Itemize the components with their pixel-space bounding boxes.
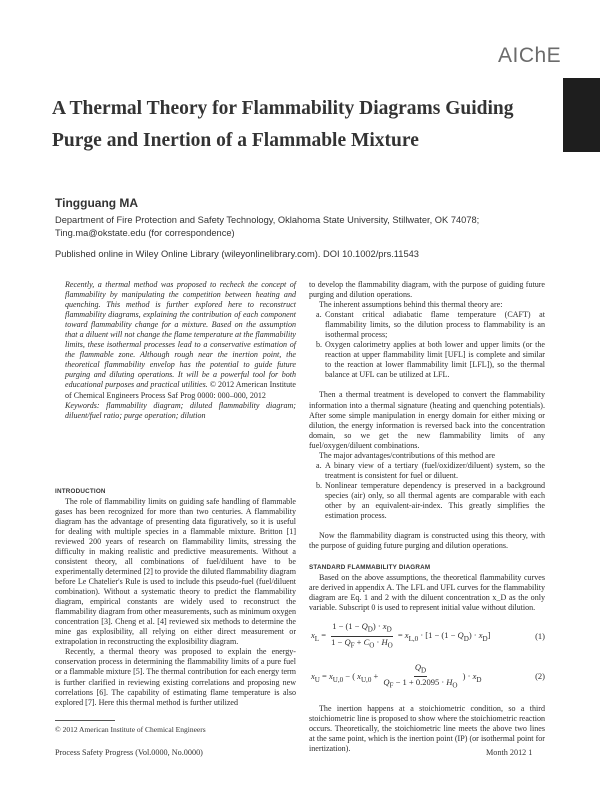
- equation-1-body: $x_L$ = $\frac{1 - (1 - Q_D) \cdot x_D}{1 - Q_F + C_O \cdot H_O}$ = $x_{L,0} \cdot [1 - (1 - Q_D) \cdot x_D]$: [311, 621, 491, 650]
- list-item: [309, 310, 545, 340]
- list-item-label: b.: [316, 480, 323, 490]
- footer-date-page: Month 2012 1: [486, 748, 533, 757]
- intro-heading: INTRODUCTION: [55, 487, 106, 495]
- list-item-text: A binary view of a tertiary (fuel/oxidizer/diluent) system, so the treatment is consistent for fuel or diluent.: [325, 460, 545, 480]
- abstract: [55, 280, 296, 401]
- right-paragraph-7: The inertion happens at a stoichiometric condition, so a third stoichiometric line is proposed to show where the stoichiometric reaction occurs. Theoretically, the stoichiometric line meets the above two lines at the same point, which is the inertion point (IP) (or isothermal point for inertization).: [309, 704, 545, 754]
- list-item-text: Oxygen calorimetry applies at both lower and upper limits (or the reaction at upper flammability limit [UFL] is complete and similar to the reaction at lower flammability limit [LFL]), so the thermal balance at UFL can be utilized at LFL.: [325, 340, 545, 380]
- side-tab-marker: [563, 78, 600, 152]
- footnote-rule: [55, 720, 115, 721]
- article-title: A Thermal Theory for Flammability Diagrams Guiding Purge and Inertion of a Flammable Mixture: [52, 98, 514, 151]
- right-paragraph-3: Then a thermal treatment is developed to convert the flammability information into a thermal signature (heating and quenching potentials). After some simple manipulation in energy domain for either mixing or dilution, the energy information is reversed back into the concentration domain, so we get the new flammability limits of any fuel/oxygen/diluent combinations.: [309, 390, 545, 450]
- list-item: [309, 340, 545, 380]
- abstract-copyright: © 2012 American Institute of Chemical Engineers Process Saf Prog 0000: 000–000, 2012: [65, 380, 296, 400]
- list-item-text: Nonlinear temperature dependency is preserved in a background species (air) only, so all thermal agents are comparable with each other by an equivalent-air-index. This greatly simplifies the estimation process.: [325, 480, 545, 521]
- equation-1: [309, 621, 545, 651]
- right-paragraph-2: The inherent assumptions behind this thermal theory are:: [319, 300, 503, 310]
- right-paragraph-4: The major advantages/contributions of this method are: [319, 450, 496, 460]
- equation-2-body: $x_U = x_{U,0}$ − ( $x_{U,0}$ + $\frac{Q_D}{Q_F - 1 + 0.2095 \cdot H_O}$ ) · $x_D$: [311, 661, 482, 691]
- intro-paragraph-1: The role of flammability limits on guiding safe handling of flammable gases has been recognized for more than two centuries. A flammability diagram has the advantage of presenting data figuratively, so it is useful for dealing with multiple species in a flammable mixture. Britton [1] reviewed 200 years of research on flammability limits, stressing the difficulty in making realistic and predictive measurements. Without a consistent theory, all combinations of fuel/diluent have to be experimentally determined [2] to provide the diluted flammability diagram before Le Chatelier's Rule is used to include this pseudo-fuel (fuel/diluent combination). Without a systematic theory to predict the flammability diagram, empirical constants are widely used to reconstruct the flammability diagram from other measurements, such as minimum oxygen concentration [3]. Cheng et al. [4] reviewed six methods to determine the mine gas explosibility, all relying on either direct measurement or extrapolation in reconstructing the explosibility diagram.: [55, 496, 296, 647]
- list-item-label: a.: [316, 460, 322, 470]
- left-column: [55, 280, 296, 708]
- list-item-label: b.: [316, 340, 323, 350]
- list-item: [309, 481, 545, 521]
- publication-info: Published online in Wiley Online Library (wileyonlinelibrary.com). DOI 10.1002/prs.11543: [55, 249, 419, 259]
- list-item: [309, 461, 545, 481]
- list-item-text: Constant critical adiabatic flame temperature (CAFT) at flammability limits, so the dilution process to flammability is an isothermal process;: [325, 310, 545, 340]
- right-paragraph-6: Based on the above assumptions, the theoretical flammability curves are derived in appendix A. The LFL and UFL curves for the flammability diagram are Eq. 1 and 2 with the diluent concentration x_D as the only variable. Subscript 0 is used to represent initial value without dilution.: [309, 573, 545, 613]
- author-affiliation: Department of Fire Protection and Safety Technology, Oklahoma State University, Stillwater, OK 74078; Ting.ma@okstate.edu (for correspondence): [55, 215, 480, 238]
- assumption-list: [309, 310, 545, 380]
- author-name: Tingguang MA: [55, 196, 139, 210]
- intro-paragraph-2: Recently, a thermal theory was proposed to explain the energy-conservation process in determining the flammability limits of a pure fuel or a flammable mixture [5]. The thermal contribution for each energy term is further clarified in reviewing existing correlations and proposing new correlations [6]. The capability of estimating flame temperature is also explored [7]. Here this thermal method is further utilized: [55, 647, 296, 707]
- section-heading-standard-diagram: STANDARD FLAMMABILITY DIAGRAM: [309, 564, 431, 572]
- equation-2: [309, 662, 545, 692]
- right-paragraph-5: Now the flammability diagram is constructed using this theory, with the purpose of guiding future purging and dilution operations.: [309, 531, 545, 551]
- journal-logo: AIChE: [498, 44, 562, 67]
- footer-journal: Process Safety Progress (Vol.0000, No.0000): [55, 748, 203, 757]
- right-column: [309, 280, 545, 754]
- keywords: Keywords: flammability diagram; diluted flammability diagram; diluent/fuel ratio; purge operation; dilution: [65, 400, 296, 420]
- advantage-list: [309, 461, 545, 521]
- footnote-copyright: © 2012 American Institute of Chemical Engineers: [55, 725, 206, 734]
- list-item-label: a.: [316, 310, 322, 320]
- equation-1-number: (1): [535, 631, 545, 642]
- equation-2-number: (2): [535, 671, 545, 682]
- abstract-text: Recently, a thermal method was proposed to recheck the concept of flammability by manipulating the competition between heating and quenching. This method is further explored here to reconstruct flammability diagrams, explaining the contribution of each component toward flammability change for a mixture. Based on the assumption that a diluent will not change the flame temperature at the flammability limits, these isothermal processes lead to a conservative estimation of the flammable zone. Although rough near the inertion point, the theoretical flammability envelop has the potential to guide future purging and diluting operations. It will be a powerful tool for both educational purposes and practical utilities.: [65, 280, 296, 390]
- right-paragraph-1: to develop the flammability diagram, with the purpose of guiding future purging and dilution operations.: [309, 280, 545, 300]
